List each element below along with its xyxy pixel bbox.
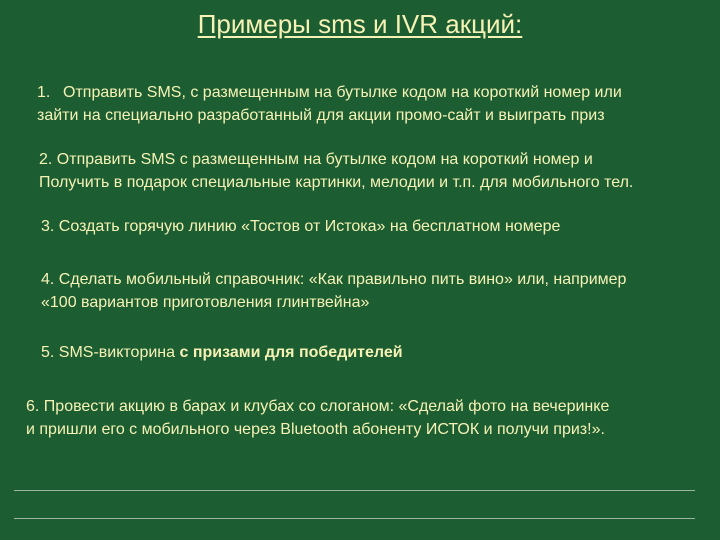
divider-line-top xyxy=(14,490,695,491)
list-item-3-line-1: 3. Создать горячую линию «Тостов от Истока» на бесплатном номере xyxy=(41,218,561,235)
list-item-1-line-2: зайти на специально разработанный для акции промо-сайт и выиграть приз xyxy=(37,107,605,124)
list-item-2-line-1: 2. Отправить SMS с размещенным на бутылке кодом на короткий номер и xyxy=(39,151,593,168)
list-item-2 xyxy=(39,148,633,194)
list-item-5 xyxy=(41,341,403,364)
list-item-4 xyxy=(41,268,626,314)
list-item-6-line-2: и пришли его с мобильного через Bluetooth абоненту ИСТОК и получи приз!». xyxy=(26,421,605,438)
list-item-1-text-line-1: Отправить SMS, с размещенным на бутылке кодом на короткий номер или xyxy=(63,84,622,101)
slide-title-text: Примеры sms и IVR акций: xyxy=(197,9,523,39)
list-item-5-line-1 xyxy=(41,341,403,364)
list-item-5-bold-text: с призами для победителей xyxy=(179,344,403,361)
list-item-1 xyxy=(37,81,622,127)
divider-line-bottom xyxy=(14,518,695,519)
list-item-5-prefix: 5. SMS-викторина xyxy=(41,344,180,361)
list-item-4-line-2: «100 вариантов приготовления глинтвейна» xyxy=(41,294,370,311)
list-item-2-line-2: Получить в подарок специальные картинки, мелодии и т.п. для мобильного тел. xyxy=(39,174,634,191)
slide-title xyxy=(0,8,720,40)
list-item-1-number: 1. xyxy=(37,84,51,101)
list-item-4-line-1: 4. Сделать мобильный справочник: «Как правильно пить вино» или, например xyxy=(41,271,627,288)
list-item-6-line-1: 6. Провести акцию в барах и клубах со слоганом: «Сделай фото на вечеринке xyxy=(26,398,610,415)
list-item-1-line-1 xyxy=(37,81,622,104)
list-item-3 xyxy=(41,215,560,238)
list-item-6 xyxy=(26,395,609,441)
